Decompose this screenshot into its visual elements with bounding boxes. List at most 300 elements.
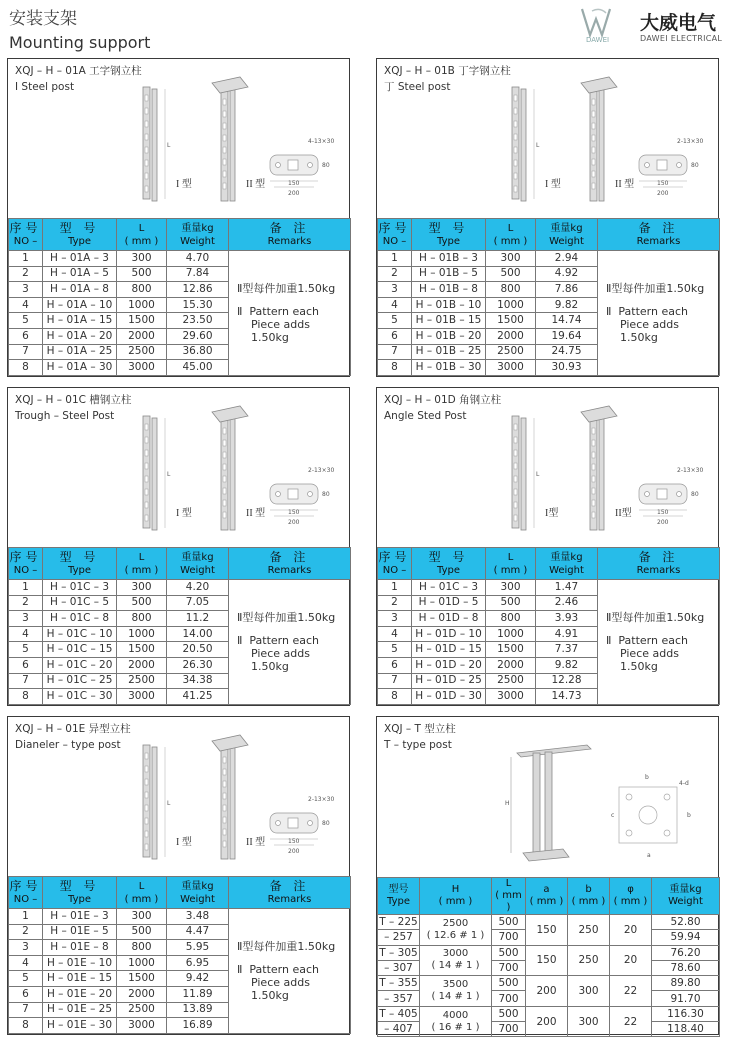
table-cell: 5 <box>378 642 412 658</box>
th-l: L <box>505 878 512 889</box>
table-cell: H – 01D – 10 <box>412 626 486 642</box>
table-cell: 8 <box>9 360 43 376</box>
th-type-cn: 型 号 <box>428 220 469 235</box>
dim-200: 200 <box>657 519 669 526</box>
th-no-en: NO – <box>382 235 407 247</box>
label-type-ii: II型 <box>615 508 632 519</box>
th-no-cn: 序号 <box>9 220 42 235</box>
h-sub: ( 14 # 1 ) <box>431 990 480 1002</box>
table-cell: H – 01B – 30 <box>412 360 486 376</box>
page-title-cn: 安装支架 <box>9 9 77 29</box>
table-cell: 2 <box>378 595 412 611</box>
th-a-unit: ( mm ) <box>529 896 564 907</box>
table-cell: 13.89 <box>167 1002 229 1018</box>
th-weight-cn: 重量kg <box>550 551 583 563</box>
table-cell: H – 01B – 10 <box>412 297 486 313</box>
table-cell: 500 <box>117 266 167 282</box>
table-cell: H – 01D – 25 <box>412 673 486 689</box>
remark-en: Ⅱ Pattern each Piece adds 1.50kg <box>237 962 320 1002</box>
table-cell: H – 01E – 15 <box>43 971 117 987</box>
table-cell: 7 <box>9 344 43 360</box>
table-cell: 2000 <box>117 328 167 344</box>
table-cell: H – 01C – 30 <box>43 689 117 705</box>
table-cell: 41.25 <box>167 689 229 705</box>
table-cell: 3000 <box>117 360 167 376</box>
th-weight-en: Weight <box>180 564 215 576</box>
table-cell <box>420 915 492 946</box>
table-cell: 700 <box>492 930 526 945</box>
table-cell: 59.94 <box>652 930 720 945</box>
th-remarks-en: Remarks <box>636 564 681 576</box>
table-cell: T – 405 <box>379 1007 418 1020</box>
table-cell: 3000 <box>117 689 167 705</box>
table-cell: 1 <box>9 909 43 925</box>
table-cell: 1000 <box>117 626 167 642</box>
th-remarks-en: Remarks <box>267 564 312 576</box>
remarks-cell <box>229 580 351 705</box>
table-cell: 1 <box>9 580 43 596</box>
table-cell: H – 01A – 20 <box>43 328 117 344</box>
dim-150: 150 <box>288 180 300 187</box>
dim-200: 200 <box>288 190 300 197</box>
table-cell: 14.74 <box>536 313 598 329</box>
label-type-i: I 型 <box>176 508 192 519</box>
table-row <box>9 251 351 267</box>
h-value: 4000 <box>442 1009 469 1021</box>
table-cell: 150 <box>526 915 568 946</box>
table-cell: 2 <box>9 595 43 611</box>
spec-table <box>377 218 720 376</box>
table-cell: 2.46 <box>536 595 598 611</box>
dim-holes: 2-13×30 <box>308 467 335 474</box>
table-row <box>378 1006 720 1021</box>
th-type-cn: 型 号 <box>59 549 100 564</box>
table-cell: 4.92 <box>536 266 598 282</box>
table-cell: 4 <box>9 955 43 971</box>
table-cell: 2000 <box>486 328 536 344</box>
table-cell: 3 <box>9 282 43 298</box>
table-cell: H – 01E – 3 <box>43 909 117 925</box>
table-cell: 3000 <box>486 360 536 376</box>
table-cell: H – 01C – 10 <box>43 626 117 642</box>
dim-150: 150 <box>288 838 300 845</box>
table-cell: 300 <box>486 580 536 596</box>
table-cell: H – 01A – 15 <box>43 313 117 329</box>
table-cell: 118.40 <box>652 1022 720 1037</box>
th-type-cn: 型 号 <box>428 549 469 564</box>
table-cell: 1500 <box>486 313 536 329</box>
panel-subtitle: T – type post <box>384 739 452 751</box>
t-post-table <box>377 877 720 1037</box>
table-cell: 1000 <box>117 297 167 313</box>
dim-150: 150 <box>288 509 300 516</box>
dim-a: a <box>647 852 651 859</box>
th-type-en: Type <box>437 564 460 576</box>
table-cell: 1500 <box>117 971 167 987</box>
table-cell: H – 01C – 20 <box>43 657 117 673</box>
label-type-i: I型 <box>545 508 559 519</box>
table-cell: 45.00 <box>167 360 229 376</box>
table-cell: H – 01B – 15 <box>412 313 486 329</box>
table-cell: 500 <box>492 976 526 991</box>
table-cell: 2500 <box>117 1002 167 1018</box>
remarks-cell <box>229 251 351 376</box>
table-cell: 15.30 <box>167 297 229 313</box>
table-cell: 500 <box>486 595 536 611</box>
table-cell: H – 01B – 5 <box>412 266 486 282</box>
th-type-cn: 型 号 <box>59 878 100 893</box>
table-cell <box>420 945 492 976</box>
label-type-ii: II 型 <box>246 179 266 190</box>
table-cell: 3 <box>9 611 43 627</box>
panel-3 <box>7 387 350 706</box>
table-cell: H – 01B – 3 <box>412 251 486 267</box>
panel-2 <box>376 58 719 377</box>
dim-b2: b <box>687 812 691 819</box>
table-cell: 500 <box>117 924 167 940</box>
th-remarks-en: Remarks <box>267 235 312 247</box>
table-cell: 1000 <box>117 955 167 971</box>
th-l: L <box>138 222 145 234</box>
h-value: 3500 <box>442 978 469 990</box>
th-b-unit: ( mm ) <box>571 896 606 907</box>
table-cell: H – 01B – 8 <box>412 282 486 298</box>
table-cell: 7 <box>378 673 412 689</box>
th-type-en: Type <box>387 896 410 907</box>
table-cell: 7 <box>9 673 43 689</box>
remark-en: Ⅱ Pattern each Piece adds 1.50kg <box>606 304 689 344</box>
panel-title: XQJ – H – 01E 异型立柱 <box>15 723 131 735</box>
th-no-en: NO – <box>13 564 38 576</box>
table-cell: 26.30 <box>167 657 229 673</box>
dim-80: 80 <box>691 491 699 498</box>
table-cell: 23.50 <box>167 313 229 329</box>
table-cell: 1000 <box>486 297 536 313</box>
table-cell: 2.94 <box>536 251 598 267</box>
dim-200: 200 <box>288 848 300 855</box>
dim-holes: 4-13×30 <box>308 138 335 145</box>
table-cell: 19.64 <box>536 328 598 344</box>
panel-subtitle: 丁 Steel post <box>384 81 451 93</box>
spec-table <box>8 218 351 376</box>
table-cell: 2500 <box>117 344 167 360</box>
panel-title: XQJ – H – 01A 工字钢立柱 <box>15 65 142 77</box>
table-cell: 7.05 <box>167 595 229 611</box>
h-value: 2500 <box>442 917 469 929</box>
th-remarks-cn: 备 注 <box>638 220 679 235</box>
th-no-cn: 序号 <box>9 549 42 564</box>
th-l-unit: ( mm ) <box>495 890 522 913</box>
table-cell: 4 <box>9 626 43 642</box>
th-type-cn: 型号 <box>388 884 409 895</box>
table-cell: 7.37 <box>536 642 598 658</box>
table-cell: H – 01E – 20 <box>43 986 117 1002</box>
th-no-en: NO – <box>382 564 407 576</box>
dim-200: 200 <box>288 519 300 526</box>
dim-150: 150 <box>657 180 669 187</box>
dim-150: 150 <box>657 509 669 516</box>
panel-title: XQJ – T 型立柱 <box>384 723 456 735</box>
table-cell: 12.86 <box>167 282 229 298</box>
table-cell: H – 01D – 20 <box>412 657 486 673</box>
remarks-cell <box>229 909 351 1034</box>
table-cell: 8 <box>378 689 412 705</box>
th-b: b <box>585 884 592 895</box>
table-cell: 14.00 <box>167 626 229 642</box>
panel-title: XQJ – H – 01C 槽钢立柱 <box>15 394 132 406</box>
table-cell: 78.60 <box>652 960 720 975</box>
th-h: H <box>451 884 460 895</box>
th-no-en: NO – <box>13 893 38 905</box>
table-cell: 22 <box>610 1006 652 1037</box>
table-cell: T – 355 <box>379 977 418 990</box>
table-cell: H – 01C – 15 <box>43 642 117 658</box>
table-cell: 2 <box>9 924 43 940</box>
dim-80: 80 <box>322 491 330 498</box>
table-cell: 2000 <box>117 986 167 1002</box>
table-cell: 22 <box>610 976 652 1007</box>
table-cell: 5 <box>9 642 43 658</box>
table-cell: H – 01B – 25 <box>412 344 486 360</box>
table-cell: 2 <box>378 266 412 282</box>
th-l-unit: ( mm ) <box>124 893 159 905</box>
table-cell: H – 01E – 30 <box>43 1018 117 1034</box>
th-weight-en: Weight <box>180 893 215 905</box>
table-cell: 1 <box>9 251 43 267</box>
th-l: L <box>138 880 145 892</box>
remarks-cell <box>598 580 720 705</box>
table-cell: H – 01E – 10 <box>43 955 117 971</box>
table-cell: H – 01D – 8 <box>412 611 486 627</box>
table-cell: 11.2 <box>167 611 229 627</box>
table-cell: 89.80 <box>652 976 720 991</box>
th-weight-en: Weight <box>668 896 703 907</box>
dim-l: L <box>167 142 171 149</box>
table-cell: 800 <box>117 282 167 298</box>
dim-h: H <box>505 800 510 807</box>
th-l: L <box>507 551 514 563</box>
th-weight-en: Weight <box>549 564 584 576</box>
table-cell: 20 <box>610 915 652 946</box>
table-cell: 24.75 <box>536 344 598 360</box>
table-cell: H – 01D – 30 <box>412 689 486 705</box>
table-cell: 16.89 <box>167 1018 229 1034</box>
table-cell <box>420 976 492 1007</box>
th-weight-cn: 重量kg <box>181 222 214 234</box>
brand-name-en: DAWEI ELECTRICAL <box>640 34 723 43</box>
table-cell: H – 01B – 20 <box>412 328 486 344</box>
remark-en: Ⅱ Pattern each Piece adds 1.50kg <box>606 633 689 673</box>
table-cell: 500 <box>492 1006 526 1021</box>
remark-en: Ⅱ Pattern each Piece adds 1.50kg <box>237 304 320 344</box>
table-cell: 3.93 <box>536 611 598 627</box>
dim-b: b <box>645 774 649 781</box>
table-cell: 5 <box>9 313 43 329</box>
table-cell: H – 01A – 8 <box>43 282 117 298</box>
dim-l: L <box>167 800 171 807</box>
table-cell: 1500 <box>486 642 536 658</box>
table-row <box>378 945 720 960</box>
dim-holes: 2-13×30 <box>677 467 704 474</box>
table-cell: 250 <box>568 915 610 946</box>
th-remarks-cn: 备 注 <box>269 549 310 564</box>
table-cell: 4.20 <box>167 580 229 596</box>
table-cell: 3.48 <box>167 909 229 925</box>
table-cell: 800 <box>117 940 167 956</box>
table-cell: T – 305 <box>379 946 418 959</box>
th-weight-en: Weight <box>180 235 215 247</box>
th-weight-cn: 重量kg <box>181 551 214 563</box>
th-type-cn: 型 号 <box>59 220 100 235</box>
table-cell: H – 01C – 3 <box>43 580 117 596</box>
table-cell: 4 <box>378 626 412 642</box>
table-cell: 6 <box>9 657 43 673</box>
h-value: 3000 <box>442 948 469 960</box>
dim-holes: 2-13×30 <box>677 138 704 145</box>
panel-1 <box>7 58 350 377</box>
table-cell: 4.70 <box>167 251 229 267</box>
th-phi-unit: ( mm ) <box>613 896 648 907</box>
table-cell: 76.20 <box>652 945 720 960</box>
table-cell: 1 <box>378 580 412 596</box>
table-cell: H – 01C – 5 <box>43 595 117 611</box>
h-sub: ( 14 # 1 ) <box>431 960 480 972</box>
table-cell: 2500 <box>486 673 536 689</box>
table-cell: 12.28 <box>536 673 598 689</box>
table-cell: T – 225 <box>379 916 418 929</box>
label-type-i: I 型 <box>176 179 192 190</box>
table-cell: 2500 <box>486 344 536 360</box>
table-cell: 8 <box>9 1018 43 1034</box>
table-cell: 7 <box>378 344 412 360</box>
dim-80: 80 <box>322 820 330 827</box>
table-cell: H – 01E – 5 <box>43 924 117 940</box>
th-no-en: NO – <box>13 235 38 247</box>
table-cell: 4.91 <box>536 626 598 642</box>
table-cell: – 407 <box>378 1022 420 1037</box>
table-cell: 4 <box>378 297 412 313</box>
th-l-unit: ( mm ) <box>124 564 159 576</box>
table-cell: H – 01D – 15 <box>412 642 486 658</box>
table-cell: 200 <box>526 1006 568 1037</box>
table-cell: H – 01D – 5 <box>412 595 486 611</box>
spec-table <box>8 876 351 1034</box>
label-type-ii: II 型 <box>246 508 266 519</box>
table-cell: H – 01A – 3 <box>43 251 117 267</box>
table-cell: 800 <box>486 611 536 627</box>
table-cell: 700 <box>492 1022 526 1037</box>
remark-cn: Ⅱ型每件加重1.50kg <box>606 281 705 295</box>
table-cell: – 257 <box>378 930 420 945</box>
table-cell: H – 01E – 8 <box>43 940 117 956</box>
dim-holes: 2-13×30 <box>308 796 335 803</box>
th-h-unit: ( mm ) <box>438 896 473 907</box>
table-row <box>378 976 720 991</box>
dim-l: L <box>167 471 171 478</box>
table-cell: 14.73 <box>536 689 598 705</box>
brand-name-cn: 大威电气 <box>640 12 717 34</box>
table-cell: 30.93 <box>536 360 598 376</box>
panel-subtitle: Dianeler – type post <box>15 739 121 751</box>
table-cell: 7.84 <box>167 266 229 282</box>
table-cell: 116.30 <box>652 1006 720 1021</box>
th-l-unit: ( mm ) <box>493 235 528 247</box>
th-remarks-en: Remarks <box>636 235 681 247</box>
th-remarks-cn: 备 注 <box>638 549 679 564</box>
remark-en: Ⅱ Pattern each Piece adds 1.50kg <box>237 633 320 673</box>
table-cell: H – 01E – 25 <box>43 1002 117 1018</box>
remark-cn: Ⅱ型每件加重1.50kg <box>237 281 336 295</box>
table-cell: 1 <box>378 251 412 267</box>
table-cell: 36.80 <box>167 344 229 360</box>
table-cell: 800 <box>486 282 536 298</box>
table-cell: 3 <box>9 940 43 956</box>
th-l: L <box>507 222 514 234</box>
panel-title: XQJ – H – 01D 角钢立柱 <box>384 394 502 406</box>
th-remarks-cn: 备 注 <box>269 878 310 893</box>
table-cell: 500 <box>486 266 536 282</box>
panel-subtitle: Trough – Steel Post <box>15 410 115 422</box>
table-cell: 300 <box>117 251 167 267</box>
table-cell: 3000 <box>117 1018 167 1034</box>
dim-l: L <box>536 142 540 149</box>
table-cell: 4 <box>9 297 43 313</box>
table-cell: 800 <box>117 611 167 627</box>
panel-5 <box>7 716 350 1035</box>
table-cell: 8 <box>378 360 412 376</box>
page-title-en: Mounting support <box>9 33 151 52</box>
th-phi: φ <box>627 884 634 895</box>
table-cell: 3 <box>378 611 412 627</box>
table-cell: 6 <box>9 986 43 1002</box>
table-cell: 2000 <box>117 657 167 673</box>
table-cell: 91.70 <box>652 991 720 1006</box>
table-cell: H – 01C – 8 <box>43 611 117 627</box>
table-cell: 700 <box>492 991 526 1006</box>
table-cell: 250 <box>568 945 610 976</box>
table-cell <box>420 1006 492 1037</box>
table-cell: 7.86 <box>536 282 598 298</box>
table-cell: 6 <box>378 328 412 344</box>
th-type-en: Type <box>68 235 91 247</box>
table-cell: 2500 <box>117 673 167 689</box>
th-no-cn: 序号 <box>9 878 42 893</box>
remarks-cell <box>598 251 720 376</box>
table-cell: 9.42 <box>167 971 229 987</box>
table-cell: 1500 <box>117 313 167 329</box>
table-cell: H – 01C – 25 <box>43 673 117 689</box>
table-cell: 9.82 <box>536 297 598 313</box>
table-cell: 5 <box>378 313 412 329</box>
dim-l: L <box>536 471 540 478</box>
table-cell: 6.95 <box>167 955 229 971</box>
th-weight-cn: 重量kg <box>181 880 214 892</box>
table-cell: 5.95 <box>167 940 229 956</box>
th-l-unit: ( mm ) <box>493 564 528 576</box>
dim-d: 4-d <box>679 780 689 787</box>
th-remarks-cn: 备 注 <box>269 220 310 235</box>
th-l-unit: ( mm ) <box>124 235 159 247</box>
dim-200: 200 <box>657 190 669 197</box>
table-cell: 20.50 <box>167 642 229 658</box>
th-remarks-en: Remarks <box>267 893 312 905</box>
h-sub: ( 12.6 # 1 ) <box>426 929 485 941</box>
table-cell: 150 <box>526 945 568 976</box>
table-cell: 20 <box>610 945 652 976</box>
th-a: a <box>543 884 550 895</box>
table-cell: 300 <box>568 976 610 1007</box>
label-type-i: I 型 <box>176 837 192 848</box>
